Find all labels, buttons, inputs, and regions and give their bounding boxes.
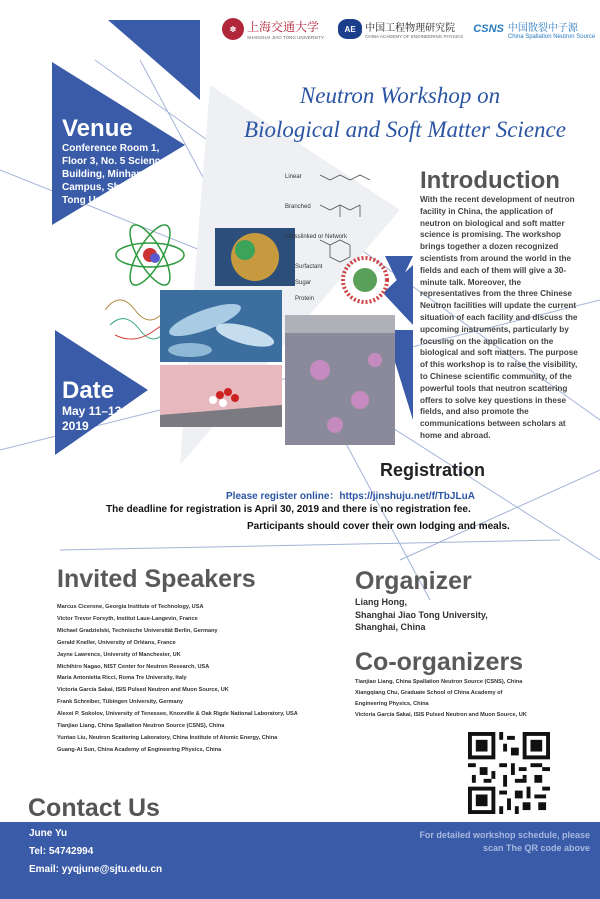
coorganizer-line: Engineering Physics, China [355,701,429,707]
speaker-item: Gerald Kneller, University of Orléans, France [57,639,176,646]
speakers-list [57,602,357,757]
collage-label-linear: Linear [285,174,302,180]
introduction-heading: Introduction [420,167,560,194]
collage-label-sugar: Sugar [295,280,312,286]
contact-info [29,826,162,878]
sjtu-logo [222,18,324,40]
contact-email[interactable]: Email: yyqjune@sjtu.edu.cn [29,864,163,875]
csns-mark: CSNS [473,23,504,35]
registration-deadline: The deadline for registration is April 30, 2019 and there is no registration fee. [106,504,471,515]
date-text: May 11–13, 2019 [62,404,125,433]
coorganizer-line: Tianjiao Liang, China Spallation Neutron Source (CSNS), China [355,679,523,685]
title-line-2: Biological and Soft Matter Science [244,117,566,142]
date-heading: Date [62,377,115,404]
speaker-item: Michael Gradzielski, Technische Universität Berlin, Germany [57,627,218,634]
sjtu-name: 上海交通大学 [247,20,320,34]
contact-name: June Yu [29,828,68,839]
csns-sub: China Spallation Neutron Source [507,33,596,40]
csns-name: 中国散裂中子源 [507,22,578,34]
coorganizer-line: Xiangqiang Chu, Graduate School of China Academy of [355,690,503,696]
caep-mark-icon: AE [338,19,362,39]
speaker-item: Michihiro Nagao, NIST Center for Neutron Research, USA [57,663,210,670]
introduction-text: With the recent development of neutron facility in China, the application of neutron on biological and soft matter science is promising. The workshop brings together a dozen recognized scientists from around the world in the fields and each of them will give a 30-minute talk. Moreover, the representatives from the three Chinese Neutron facilities will update the current situation of each facility and discuss the upcoming instruments, particularly by focusing on the application on the biological and soft matters. The purpose of this workshop is to raise the visibility, to Chinese scientific community, of the powerful tools that neutron scattering offers to solve key questions in these fields, and also promote the communications between scholars at home and abroad. [420,195,578,440]
polymer-diagram [320,175,370,262]
caep-logo [338,19,463,39]
collage-label-protein: Protein [295,296,315,302]
registration-heading: Registration [380,460,486,480]
venue-text: Conference Room 1, Floor 3, No. 5 Science Building, Minhang Campus, Shanghai Jiao Tong University [62,143,175,206]
speaker-item: Maria Antonietta Ricci, Roma Tre University, Italy [57,675,187,682]
coorganizers-heading: Co-organizers [355,648,524,676]
speaker-item: Guang-Ai Sun, China Academy of Engineering Physics, China [57,746,222,753]
speaker-item: Victoria García Sakai, ISIS Pulsed Neutron and Muon Source, UK [57,687,229,694]
caep-name: 中国工程物理研究院 [365,23,456,34]
logo-row [222,14,596,44]
caep-sub: CHINA ACADEMY OF ENGINEERING PHYSICS [365,34,464,39]
speaker-item: Tianjiao Liang, China Spallation Neutron Source (CSNS), China [57,723,225,730]
speaker-item: Yuntao Liu, Neutron Scattering Laboratory, China Institute of Atomic Energy, China [57,734,278,741]
contact-tel: Tel: 54742994 [29,846,94,857]
collage-label-crosslinked: Crosslinked or Network [285,234,348,240]
organizer-line: Shanghai, China [355,622,426,632]
coorganizers-text [355,677,575,721]
collage-label-surfactant: Surfactant [295,264,323,270]
registration-lodging: Participants should cover their own lodging and meals. [247,521,510,532]
speaker-item: Frank Schreiber, Tübingen University, Germany [57,699,184,706]
speaker-item: Marcus Cicerone, Georgia Institute of Technology, USA [57,604,204,610]
organizer-line: Shanghai Jiao Tong University, [355,609,488,620]
title-line-1: Neutron Workshop on [299,83,501,108]
triangle-top [108,20,200,100]
sjtu-seal-icon: ✽ [222,18,244,40]
speaker-item: Jayne Lawrence, University of Manchester, UK [57,651,181,658]
sjtu-sub: SHANGHAI JIAO TONG UNIVERSITY [247,35,325,40]
science-collage [105,160,405,460]
contact-heading: Contact Us [28,794,160,822]
csns-logo [473,19,595,40]
registration-link[interactable]: Please register online：https://jinshuju.net/f/TbJLuA [226,491,475,502]
qr-note: For detailed workshop schedule, please scan The QR code above [419,830,590,853]
organizer-line: Liang Hong, [355,597,407,607]
qr-code[interactable] [468,731,550,815]
speaker-item: Victor Trevor Forsyth, Institut Laue-Langevin, France [57,615,198,622]
speakers-heading: Invited Speakers [57,565,256,593]
venue-heading: Venue [62,115,133,142]
speaker-item: Alexei P. Sokolov, University of Tenessee, Knoxville & Oak Rigde National Laboratory, USA [57,711,298,718]
organizer-text [355,596,488,634]
atom-illustration [116,220,184,291]
collage-label-branched: Branched [285,204,311,210]
coorganizer-line: Victoria García Sakai, ISIS Pulsed Neutron and Muon Source, UK [355,712,527,718]
organizer-heading: Organizer [355,567,472,595]
